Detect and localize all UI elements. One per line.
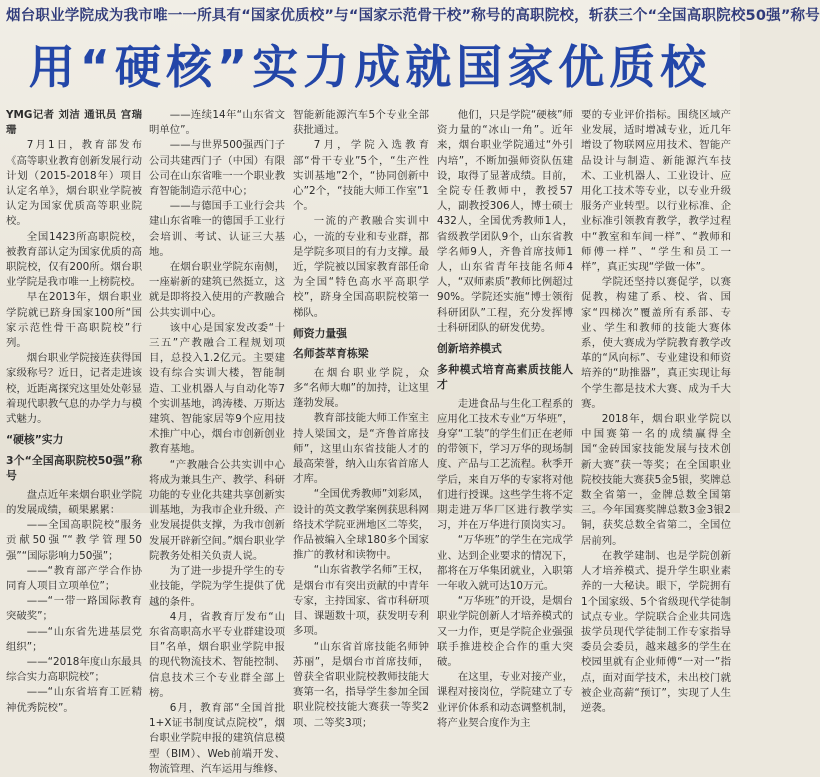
list-item: ——与德国手工业行会共建山东省唯一的德国手工业行会培训、考试、认证三大基地。 bbox=[149, 200, 285, 258]
kicker-subheadline: 烟台职业学院成为我市唯一一所具有“国家优质校”与“国家示范骨干校”称号的高职院校，斩获三个“全国高职院校50强”称号 bbox=[6, 8, 820, 24]
paragraph: 2018年，烟台职业学院以中国赛第一名的成绩赢得全国“金砖国家技能发展与技术创新大赛”获一等奖；在全国职业院校技能大赛获5金5银，奖牌总数全省第一，金牌总数全国第三。今年国赛奖牌总数3金3银2铜，获奖总数全省第二，全国位居前列。 bbox=[581, 413, 731, 547]
paragraph: 要的专业评价指标。围绕区域产业发展，适时增减专业，近几年增设了物联网应用技术、智能产品设计与制造、新能源汽车技术、工业机器人、工业设计、应用化工技术等专业，以专业升级服务产业转型。以行业标准、企业标准引领教育教学，教学过程中“教室和车间一样”、“教师和师傅一样”、“学生和员工一样”，真正实现“学做一体”。 bbox=[581, 109, 731, 274]
paragraph: “产教融合公共实训中心将成为兼具生产、教学、科研功能的专业化共建共享创新实训基地，为我市企业升级、产业发展提供支撑，为我市创新发展开辟新空间。”烟台职业学院教务处相关负责人说。 bbox=[149, 458, 285, 562]
paragraph: “全国优秀教师”刘彩凤，设计的英文教学案例获思科网络技术学院亚洲地区二等奖，作品被编入全球180多个国家推广的教材和读物中。 bbox=[293, 488, 429, 562]
paragraph: 7月，学院入选教育部“骨干专业”5个，“生产性实训基地”2个，“协同创新中心”2个，“技能大师工作室”1个。 bbox=[293, 139, 429, 213]
section-heading: “硬核”实力 bbox=[6, 433, 64, 447]
paragraph: 在这里，专业对接产业，课程对接岗位，学院建立了专业评价体系和动态调整机制，将产业契合度作为主 bbox=[437, 671, 573, 729]
paragraph: “万华班”的学生在完成学业、达到企业要求的情况下，都将在万华集团就业，入职第一年收入就可达10万元。 bbox=[437, 534, 573, 592]
main-headline: 用“硬核”实力成就国家优质校 bbox=[28, 40, 712, 94]
section-subheading: 3个“全国高职院校50强”称号 bbox=[6, 453, 142, 483]
section-heading: 师资力量强 bbox=[293, 326, 347, 340]
paragraph: 4月，省教育厅发布“山东省高职高水平专业群建设项目”名单，烟台职业学院申报的现代物流技术、智能控制、信息技术三个专业群全部上榜。 bbox=[149, 610, 285, 699]
article-column-2 bbox=[149, 108, 285, 775]
paragraph: 为了进一步提升学生的专业技能，学院为学生提供了优越的条件。 bbox=[149, 565, 285, 608]
paragraph: 在烟台职业学院东南侧，一座崭新的建筑已然挺立，这就是即将投入使用的产教融合公共实训中心。 bbox=[149, 261, 285, 319]
list-item: ——“山东省先进基层党组织”； bbox=[6, 625, 142, 653]
paragraph: 智能新能源汽车5个专业全部获批通过。 bbox=[293, 109, 429, 137]
byline: YMG记者 刘洁 通讯员 宫瑞珊 bbox=[6, 109, 142, 137]
paragraph: 教育部技能大师工作室主持人梁国文，是“齐鲁首席技师”，这里山东省技能人才的最高荣誉，纳入山东省首席人才库。 bbox=[293, 412, 429, 486]
paragraph: “山东省首席技能名师钟苏丽”，是烟台市首席技师，曾获全省职业院校教师技能大赛第一名，指导学生参加全国职业院校技能大赛获一等奖2项、二等奖3项； bbox=[293, 640, 429, 729]
paragraph: 7月1日，教育部发布《高等职业教育创新发展行动计划（2015-2018年）项目认定名单》，烟台职业学院被认定为国家优质高等职业院校。 bbox=[6, 139, 142, 228]
paragraph: 早在2013年，烟台职业学院就已跻身国家100所“国家示范性骨干高职院校”行列。 bbox=[6, 291, 142, 350]
paragraph: “万华班”的开设，是烟台职业学院创新人才培养模式的又一力作，更是学院企业强强联手推进校企合作的重大突破。 bbox=[437, 595, 573, 668]
list-item: ——连续14年“山东省文明单位”。 bbox=[149, 109, 285, 137]
paragraph: 6月，教育部“全国首批1+X证书制度试点院校”，烟台职业学院申报的建筑信息模型（BIM）、Web前端开发、物流管理、汽车运用与维修、 bbox=[149, 701, 285, 775]
paragraph: 他们，只是学院“硬核”师资力量的“冰山一角”。近年来，烟台职业学院通过“外引内培”，不断加强师资队伍建设，取得了显著成绩。目前，全院专任教师中，教授57人，副教授306人，博士硕士432人，全国优秀教师1人，省级教学团队9个，山东省教学名师9人，齐鲁首席技师1人，山东省青年技能名师4人，“双师素质”教师比例超过90%。学院还实施“博士领衔科研团队”工程，充分发挥博士科研团队的研发优势。 bbox=[437, 109, 573, 334]
paragraph: 在教学建制、也是学院创新人才培养模式、提升学生职业素养的一大秘诀。眼下，学院拥有1个国家级、5个省级现代学徒制试点专业。学院联合企业共同选拔学员现代学徒制工作专家指导委员会委员，越来越多的学生在校园里就有企业师傅“一对一”指点，面对面学技术，未出校门就被企业高薪“预订”，实现了人生逆袭。 bbox=[581, 549, 731, 714]
list-item: ——“山东省培育工匠精神优秀院校”。 bbox=[6, 686, 142, 714]
article-column-4 bbox=[437, 108, 573, 729]
list-item: ——“2018年度山东最具综合实力高职院校”； bbox=[6, 656, 142, 684]
list-item: ——“一带一路国际教育突破奖”； bbox=[6, 595, 142, 623]
paragraph: 走进食品与生化工程系的应用化工技术专业“万华班”，身穿“工装”的学生们正在老师的带领下，学习万华的现场制度、产品与工艺流程。秋季开学后，来自万华的专家将对他们进行授课。这些学生将不定期走进万华厂区进行教学实习，并在万华进行顶岗实习。 bbox=[437, 397, 573, 532]
paragraph: 全国1423所高职院校，被教育部认定为国家优质的高职院校，仅有200所。烟台职业学院是我市唯一上榜院校。 bbox=[6, 230, 142, 289]
article-column-5 bbox=[581, 108, 731, 714]
paragraph: 一流的产教融合实训中心，一流的专业和专业群，都是学院多项目的有力支撑。最近，学院被以国家教育部任命为全国“特色高水平高职学校”，跻身全国高职院校第一梯队。 bbox=[293, 215, 429, 319]
paragraph: 该中心是国家发改委“十三五”产教融合工程规划项目，总投入1.2亿元。主要建设有综合实训大楼，智能制造、工业机器人与自动化等7个实训基地，鸿涛楼、万斯达建筑、智能家居等9个应用技术推广中心，烟台市创新创业教育基地。 bbox=[149, 321, 285, 456]
paragraph: 盘点近年来烟台职业学院的发展成绩，硕果累累： bbox=[6, 488, 142, 516]
article-column-1 bbox=[6, 108, 142, 714]
section-subheading: 名师荟萃育栋梁 bbox=[293, 347, 369, 361]
list-item: ——全国高职院校“服务贡献50强”“教学管理50强”“国际影响力50强”； bbox=[6, 519, 142, 562]
section-heading: 创新培养模式 bbox=[437, 342, 502, 356]
section-subheading: 多种模式培育高素质技能人才 bbox=[437, 362, 573, 392]
paragraph: “山东省教学名师”王权，是烟台市有突出贡献的中青年专家，主持国家、省市科研项目、课题数十项，获发明专利多项。 bbox=[293, 564, 429, 638]
list-item: ——与世界500强西门子公司共建西门子（中国）有限公司在山东省唯一一个职业教育智能制造示范中心； bbox=[149, 139, 285, 198]
paragraph: 在烟台职业学院，众多“名师大咖”的加持，让这里蓬勃发展。 bbox=[293, 366, 429, 410]
paragraph: 烟台职业学院接连获得国家级称号？近日，记者走进该校，近距离探究这里处处彰显着现代职教气息的办学力与模式魅力。 bbox=[6, 352, 142, 426]
article-column-3 bbox=[293, 108, 429, 729]
list-item: ——“教育部产学合作协同育人项目立项单位”； bbox=[6, 564, 142, 592]
paragraph: 学院还坚持以赛促学，以赛促教，构建了系、校、省、国家“四梯次”覆盖所有系部、专业、学生和教师的技能大赛体系，使大赛成为学院教育教学改革的“风向标”、专业建设和师资培养的“助推器”，真正实现让每个学生都是技术大赛、成为千大赛。 bbox=[581, 276, 731, 410]
